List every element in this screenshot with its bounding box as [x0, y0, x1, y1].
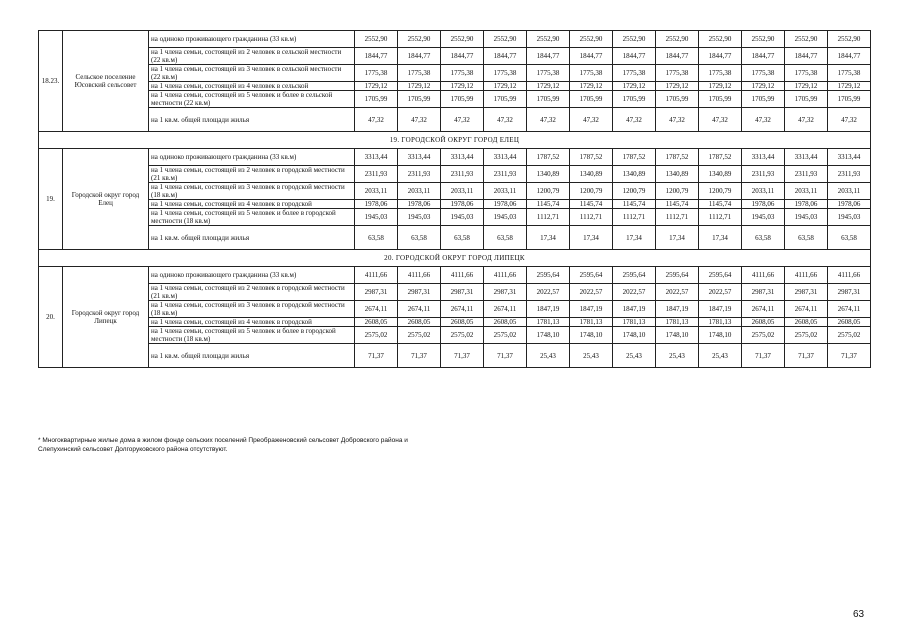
value-cell: 47,32: [441, 108, 484, 132]
value-cell: 4111,66: [742, 267, 785, 284]
value-cell: 1945,03: [828, 209, 871, 226]
value-cell: 1748,10: [613, 327, 656, 344]
table-row: [39, 65, 871, 82]
category-label: на 1 члена семьи, состоящей из 4 человек в городской: [149, 200, 355, 209]
value-cell: 1729,12: [785, 82, 828, 91]
value-cell: 1775,38: [742, 65, 785, 82]
value-cell: 2575,02: [484, 327, 527, 344]
value-cell: 2022,57: [570, 284, 613, 301]
value-cell: 1112,71: [613, 209, 656, 226]
category-label: на 1 члена семьи, состоящей из 5 человек и более в городской местности (18 кв.м): [149, 327, 355, 344]
value-cell: 2552,90: [398, 31, 441, 48]
value-cell: 2987,31: [441, 284, 484, 301]
value-cell: 1145,74: [656, 200, 699, 209]
value-cell: 4111,66: [828, 267, 871, 284]
value-cell: 2987,31: [742, 284, 785, 301]
value-cell: 1775,38: [785, 65, 828, 82]
value-cell: 2575,02: [828, 327, 871, 344]
value-cell: 1112,71: [699, 209, 742, 226]
value-cell: 2552,90: [484, 31, 527, 48]
value-cell: 1787,52: [613, 149, 656, 166]
municipality-name: Городской округ город Елец: [63, 149, 149, 250]
category-label: на одиноко проживающего гражданина (33 кв.м): [149, 31, 355, 48]
value-cell: 1340,89: [656, 166, 699, 183]
category-label: на 1 кв.м. общей площади жилья: [149, 226, 355, 250]
value-cell: 1705,99: [484, 91, 527, 108]
value-cell: 47,32: [828, 108, 871, 132]
value-cell: 2987,31: [355, 284, 398, 301]
category-label: на 1 члена семьи, состоящей из 3 человек в городской местности (18 кв.м): [149, 301, 355, 318]
value-cell: 2022,57: [699, 284, 742, 301]
value-cell: 1112,71: [656, 209, 699, 226]
value-cell: 17,34: [613, 226, 656, 250]
value-cell: 25,43: [527, 344, 570, 368]
table-row: [39, 82, 871, 91]
value-cell: 1729,12: [570, 82, 613, 91]
table-row: [39, 284, 871, 301]
row-index: 20.: [39, 267, 63, 368]
value-cell: 1978,06: [441, 200, 484, 209]
value-cell: 1729,12: [613, 82, 656, 91]
value-cell: 2674,11: [398, 301, 441, 318]
value-cell: 1978,06: [742, 200, 785, 209]
value-cell: 1978,06: [355, 200, 398, 209]
value-cell: 1729,12: [742, 82, 785, 91]
value-cell: 3313,44: [398, 149, 441, 166]
value-cell: 1945,03: [355, 209, 398, 226]
value-cell: 4111,66: [441, 267, 484, 284]
value-cell: 1705,99: [742, 91, 785, 108]
value-cell: 2674,11: [828, 301, 871, 318]
value-cell: 1787,52: [699, 149, 742, 166]
value-cell: 2595,64: [656, 267, 699, 284]
value-cell: 1978,06: [398, 200, 441, 209]
value-cell: 1200,79: [699, 183, 742, 200]
value-cell: 1787,52: [527, 149, 570, 166]
value-cell: 47,32: [785, 108, 828, 132]
table-row: [39, 344, 871, 368]
value-cell: 2608,05: [785, 318, 828, 327]
value-cell: 1844,77: [656, 48, 699, 65]
value-cell: 1705,99: [398, 91, 441, 108]
value-cell: 1705,99: [441, 91, 484, 108]
value-cell: 47,32: [742, 108, 785, 132]
value-cell: 1775,38: [656, 65, 699, 82]
value-cell: 1844,77: [527, 48, 570, 65]
value-cell: 1775,38: [355, 65, 398, 82]
value-cell: 2552,90: [570, 31, 613, 48]
value-cell: 63,58: [398, 226, 441, 250]
value-cell: 1775,38: [527, 65, 570, 82]
value-cell: 2033,11: [484, 183, 527, 200]
table-row: [39, 91, 871, 108]
value-cell: 2987,31: [785, 284, 828, 301]
value-cell: 3313,44: [785, 149, 828, 166]
value-cell: 1748,10: [656, 327, 699, 344]
value-cell: 1945,03: [398, 209, 441, 226]
category-label: на 1 кв.м. общей площади жилья: [149, 108, 355, 132]
value-cell: 25,43: [570, 344, 613, 368]
value-cell: 1705,99: [613, 91, 656, 108]
value-cell: 3313,44: [742, 149, 785, 166]
category-label: на 1 члена семьи, состоящей из 4 человек в городской: [149, 318, 355, 327]
table-row: [39, 48, 871, 65]
value-cell: 63,58: [484, 226, 527, 250]
value-cell: 47,32: [613, 108, 656, 132]
value-cell: 1112,71: [570, 209, 613, 226]
value-cell: 17,34: [699, 226, 742, 250]
value-cell: 1729,12: [355, 82, 398, 91]
value-cell: 25,43: [613, 344, 656, 368]
table-row: [39, 108, 871, 132]
value-cell: 2608,05: [742, 318, 785, 327]
row-index: 18.23.: [39, 31, 63, 132]
value-cell: 1787,52: [570, 149, 613, 166]
category-label: на 1 члена семьи, состоящей из 3 человек в городской местности (18 кв.м): [149, 183, 355, 200]
table-row: [39, 200, 871, 209]
value-cell: 1145,74: [570, 200, 613, 209]
value-cell: 1748,10: [527, 327, 570, 344]
table-row: [39, 166, 871, 183]
value-cell: 1705,99: [656, 91, 699, 108]
table-body: [39, 31, 871, 368]
value-cell: 2987,31: [484, 284, 527, 301]
value-cell: 2311,93: [785, 166, 828, 183]
value-cell: 2575,02: [398, 327, 441, 344]
value-cell: 2575,02: [441, 327, 484, 344]
value-cell: 1775,38: [484, 65, 527, 82]
municipality-name: Городской округ город Липецк: [63, 267, 149, 368]
page-number: 63: [853, 609, 865, 620]
value-cell: 1729,12: [527, 82, 570, 91]
value-cell: 2595,64: [613, 267, 656, 284]
category-label: на 1 кв.м. общей площади жилья: [149, 344, 355, 368]
value-cell: 71,37: [441, 344, 484, 368]
value-cell: 1945,03: [742, 209, 785, 226]
value-cell: 1945,03: [441, 209, 484, 226]
value-cell: 2987,31: [398, 284, 441, 301]
value-cell: 1729,12: [398, 82, 441, 91]
value-cell: 2674,11: [355, 301, 398, 318]
value-cell: 2575,02: [785, 327, 828, 344]
value-cell: 1781,13: [527, 318, 570, 327]
row-index: 19.: [39, 149, 63, 250]
value-cell: 2033,11: [398, 183, 441, 200]
value-cell: 63,58: [355, 226, 398, 250]
value-cell: 1978,06: [785, 200, 828, 209]
value-cell: 2608,05: [441, 318, 484, 327]
value-cell: 1787,52: [656, 149, 699, 166]
table-row: [39, 149, 871, 166]
category-label: на 1 члена семьи, состоящей из 5 человек и более в городской местности (18 кв.м): [149, 209, 355, 226]
value-cell: 4111,66: [398, 267, 441, 284]
value-cell: 2595,64: [570, 267, 613, 284]
value-cell: 63,58: [742, 226, 785, 250]
value-cell: 1705,99: [699, 91, 742, 108]
value-cell: 1340,89: [613, 166, 656, 183]
value-cell: 1200,79: [656, 183, 699, 200]
value-cell: 2674,11: [484, 301, 527, 318]
value-cell: 1781,13: [699, 318, 742, 327]
value-cell: 2311,93: [441, 166, 484, 183]
value-cell: 1847,19: [570, 301, 613, 318]
value-cell: 2311,93: [355, 166, 398, 183]
value-cell: 1775,38: [613, 65, 656, 82]
value-cell: 2608,05: [828, 318, 871, 327]
value-cell: 1775,38: [570, 65, 613, 82]
value-cell: 2595,64: [527, 267, 570, 284]
value-cell: 4111,66: [484, 267, 527, 284]
table-row: [39, 183, 871, 200]
value-cell: 1945,03: [785, 209, 828, 226]
category-label: на одиноко проживающего гражданина (33 кв.м): [149, 267, 355, 284]
value-cell: 1844,77: [699, 48, 742, 65]
table-row: [39, 31, 871, 48]
value-cell: 1781,13: [613, 318, 656, 327]
table-row: [39, 318, 871, 327]
section-header-row: [39, 132, 871, 149]
value-cell: 47,32: [699, 108, 742, 132]
value-cell: 1978,06: [828, 200, 871, 209]
category-label: на 1 члена семьи, состоящей из 4 человек в сельской: [149, 82, 355, 91]
value-cell: 63,58: [785, 226, 828, 250]
value-cell: 47,32: [570, 108, 613, 132]
value-cell: 1340,89: [570, 166, 613, 183]
value-cell: 2022,57: [656, 284, 699, 301]
value-cell: 47,32: [355, 108, 398, 132]
value-cell: 2595,64: [699, 267, 742, 284]
value-cell: 1200,79: [527, 183, 570, 200]
value-cell: 1775,38: [828, 65, 871, 82]
value-cell: 1145,74: [527, 200, 570, 209]
category-label: на 1 члена семьи, состоящей из 2 человек в городской местности (21 кв.м): [149, 284, 355, 301]
value-cell: 1844,77: [613, 48, 656, 65]
value-cell: 71,37: [742, 344, 785, 368]
value-cell: 3313,44: [828, 149, 871, 166]
value-cell: 1200,79: [613, 183, 656, 200]
value-cell: 1847,19: [613, 301, 656, 318]
value-cell: 1775,38: [699, 65, 742, 82]
value-cell: 2608,05: [355, 318, 398, 327]
value-cell: 1978,06: [484, 200, 527, 209]
value-cell: 71,37: [828, 344, 871, 368]
value-cell: 2674,11: [441, 301, 484, 318]
value-cell: 2987,31: [828, 284, 871, 301]
table-row: [39, 209, 871, 226]
value-cell: 4111,66: [355, 267, 398, 284]
value-cell: 47,32: [398, 108, 441, 132]
category-label: на одиноко проживающего гражданина (33 кв.м): [149, 149, 355, 166]
value-cell: 25,43: [656, 344, 699, 368]
category-label: на 1 члена семьи, состоящей из 2 человек в городской местности (21 кв.м): [149, 166, 355, 183]
category-label: на 1 члена семьи, состоящей из 2 человек в сельской местности (22 кв.м): [149, 48, 355, 65]
value-cell: 2674,11: [785, 301, 828, 318]
value-cell: 1775,38: [398, 65, 441, 82]
value-cell: 1781,13: [656, 318, 699, 327]
value-cell: 2311,93: [828, 166, 871, 183]
value-cell: 1748,10: [570, 327, 613, 344]
value-cell: 1705,99: [570, 91, 613, 108]
value-cell: 1844,77: [441, 48, 484, 65]
value-cell: 47,32: [656, 108, 699, 132]
value-cell: 1705,99: [828, 91, 871, 108]
value-cell: 1781,13: [570, 318, 613, 327]
value-cell: 2033,11: [742, 183, 785, 200]
value-cell: 63,58: [441, 226, 484, 250]
value-cell: 1200,79: [570, 183, 613, 200]
value-cell: 2608,05: [484, 318, 527, 327]
value-cell: 2552,90: [441, 31, 484, 48]
value-cell: 1729,12: [699, 82, 742, 91]
value-cell: 1145,74: [699, 200, 742, 209]
value-cell: 2311,93: [484, 166, 527, 183]
municipality-name: Сельское поселение Юсовский сельсовет: [63, 31, 149, 132]
value-cell: 2608,05: [398, 318, 441, 327]
value-cell: 1945,03: [484, 209, 527, 226]
value-cell: 1340,89: [527, 166, 570, 183]
value-cell: 2575,02: [742, 327, 785, 344]
value-cell: 1844,77: [828, 48, 871, 65]
value-cell: 1775,38: [441, 65, 484, 82]
value-cell: 2552,90: [699, 31, 742, 48]
value-cell: 1729,12: [656, 82, 699, 91]
value-cell: 1145,74: [613, 200, 656, 209]
value-cell: 2674,11: [742, 301, 785, 318]
value-cell: 1847,19: [656, 301, 699, 318]
value-cell: 1729,12: [441, 82, 484, 91]
value-cell: 1705,99: [785, 91, 828, 108]
value-cell: 2552,90: [785, 31, 828, 48]
value-cell: 2022,57: [527, 284, 570, 301]
value-cell: 2552,90: [613, 31, 656, 48]
value-cell: 63,58: [828, 226, 871, 250]
value-cell: 17,34: [656, 226, 699, 250]
value-cell: 2033,11: [441, 183, 484, 200]
value-cell: 2552,90: [742, 31, 785, 48]
value-cell: 2552,90: [527, 31, 570, 48]
value-cell: 2033,11: [355, 183, 398, 200]
table-row: [39, 226, 871, 250]
value-cell: 1705,99: [355, 91, 398, 108]
value-cell: 1112,71: [527, 209, 570, 226]
value-cell: 1844,77: [742, 48, 785, 65]
value-cell: 1844,77: [398, 48, 441, 65]
value-cell: 2033,11: [828, 183, 871, 200]
value-cell: 1847,19: [699, 301, 742, 318]
footnote-line-2: Слепухинский сельсовет Долгоруковского района отсутствуют.: [38, 446, 228, 453]
value-cell: 2552,90: [656, 31, 699, 48]
category-label: на 1 члена семьи, состоящей из 3 человек в сельской местности (22 кв.м): [149, 65, 355, 82]
value-cell: 17,34: [570, 226, 613, 250]
section-header-row: [39, 250, 871, 267]
section-title: 19. ГОРОДСКОЙ ОКРУГ ГОРОД ЕЛЕЦ: [39, 132, 871, 149]
value-cell: 25,43: [699, 344, 742, 368]
value-cell: 1844,77: [785, 48, 828, 65]
value-cell: 1729,12: [828, 82, 871, 91]
value-cell: 1844,77: [570, 48, 613, 65]
category-label: на 1 члена семьи, состоящей из 5 человек и более в сельской местности (22 кв.м): [149, 91, 355, 108]
value-cell: 1340,89: [699, 166, 742, 183]
value-cell: 2311,93: [742, 166, 785, 183]
value-cell: 1748,10: [699, 327, 742, 344]
value-cell: 1847,19: [527, 301, 570, 318]
value-cell: 17,34: [527, 226, 570, 250]
value-cell: 3313,44: [355, 149, 398, 166]
value-cell: 2552,90: [355, 31, 398, 48]
value-cell: 4111,66: [785, 267, 828, 284]
value-cell: 1729,12: [484, 82, 527, 91]
value-cell: 71,37: [785, 344, 828, 368]
value-cell: 2552,90: [828, 31, 871, 48]
value-cell: 2033,11: [785, 183, 828, 200]
value-cell: 2022,57: [613, 284, 656, 301]
value-cell: 71,37: [484, 344, 527, 368]
value-cell: 1844,77: [355, 48, 398, 65]
value-cell: 71,37: [398, 344, 441, 368]
value-cell: 1844,77: [484, 48, 527, 65]
footnote: [38, 436, 638, 454]
value-cell: 1705,99: [527, 91, 570, 108]
table-row: [39, 327, 871, 344]
footnote-line-1: * Многоквартирные жилые дома в жилом фонде сельских поселений Преображеновский сельсовет Добровского района и: [38, 437, 408, 444]
table-row: [39, 301, 871, 318]
value-cell: 3313,44: [441, 149, 484, 166]
value-cell: 2311,93: [398, 166, 441, 183]
section-title: 20. ГОРОДСКОЙ ОКРУГ ГОРОД ЛИПЕЦК: [39, 250, 871, 267]
value-cell: 47,32: [527, 108, 570, 132]
table-row: [39, 267, 871, 284]
tariff-table-container: [38, 30, 869, 368]
tariff-table: [38, 30, 871, 368]
value-cell: 47,32: [484, 108, 527, 132]
value-cell: 2575,02: [355, 327, 398, 344]
value-cell: 71,37: [355, 344, 398, 368]
value-cell: 3313,44: [484, 149, 527, 166]
